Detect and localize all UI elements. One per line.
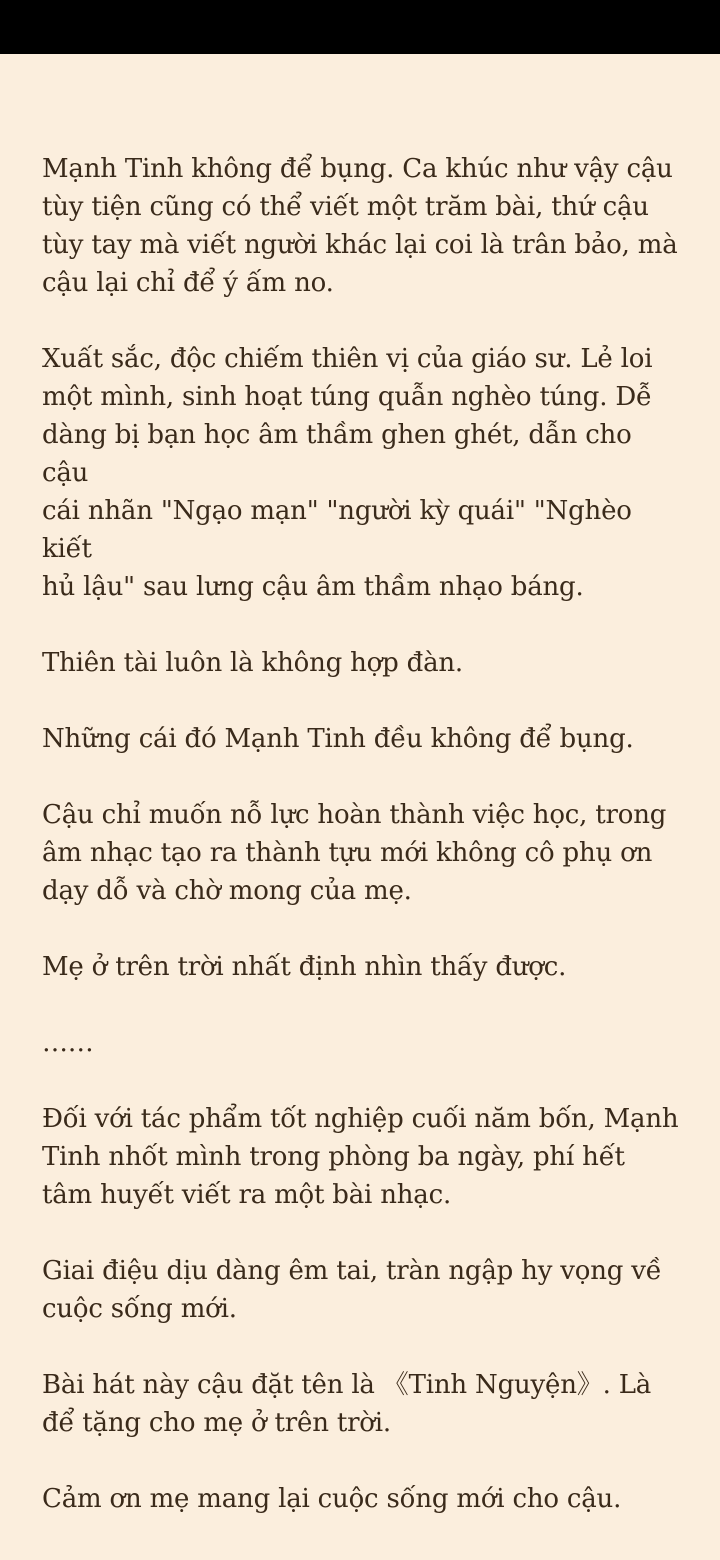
paragraph: Cảm ơn mẹ mang lại cuộc sống mới cho cậu. [42,1484,622,1514]
paragraph: Cậu chỉ muốn nỗ lực hoàn thành việc học, trong âm nhạc tạo ra thành tựu mới không cô phụ ơn dạy dỗ và chờ mong của mẹ. [42,800,667,906]
paragraph-ellipsis: …… [42,1028,94,1058]
status-bar [0,0,720,54]
paragraph: Thiên tài luôn là không hợp đàn. [42,648,464,678]
paragraph: Mẹ ở trên trời nhất định nhìn thấy được. [42,952,567,982]
paragraph: Bài hát này cậu đặt tên là 《Tinh Nguyện》. Là để tặng cho mẹ ở trên trời. [42,1370,652,1438]
paragraph: Những cái đó Mạnh Tinh đều không để bụng. [42,724,634,754]
paragraph: Giai điệu dịu dàng êm tai, tràn ngập hy vọng về cuộc sống mới. [42,1256,662,1324]
paragraph: Xuất sắc, độc chiếm thiên vị của giáo sư. Lẻ loi một mình, sinh hoạt túng quẫn nghèo túng. Dễ dàng bị bạn học âm thầm ghen ghét, dẫn cho cậu cái nhãn "Ngạo mạn" "người kỳ quái" "Nghèo kiết hủ lậu" sau lưng cậu âm thầm nhạo báng. [42,344,653,602]
reader-content[interactable] [42,150,682,1556]
paragraph: Mạnh Tinh không để bụng. Ca khúc như vậy cậu tùy tiện cũng có thể viết một trăm bài, thứ cậu tùy tay mà viết người khác lại coi là trân bảo, mà cậu lại chỉ để ý ấm no. [42,154,678,298]
paragraph: Đối với tác phẩm tốt nghiệp cuối năm bốn, Mạnh Tinh nhốt mình trong phòng ba ngày, phí hết tâm huyết viết ra một bài nhạc. [42,1104,679,1210]
